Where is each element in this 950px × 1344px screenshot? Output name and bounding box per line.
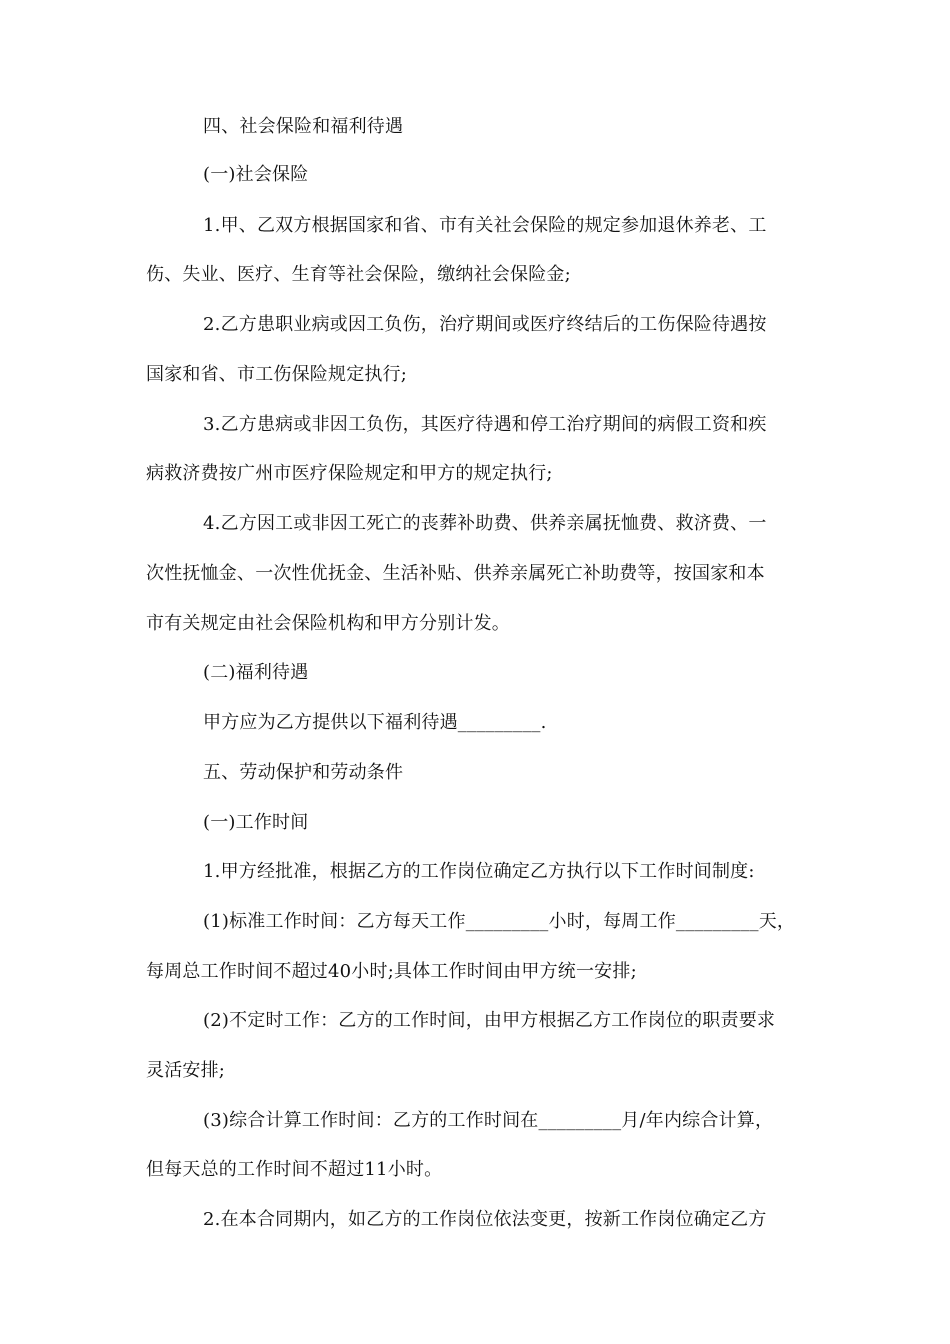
paragraph-line: (1)标准工作时间：乙方每天工作_________小时，每周工作_________天， — [203, 911, 796, 932]
paragraph-line: 国家和省、市工伤保险规定执行; — [146, 364, 408, 385]
paragraph-line: 次性抚恤金、一次性优抚金、生活补贴、供养亲属死亡补助费等，按国家和本 — [146, 563, 765, 584]
section-heading: 五、劳动保护和劳动条件 — [203, 762, 404, 783]
paragraph-line: 市有关规定由社会保险机构和甲方分别计发。 — [146, 613, 510, 634]
paragraph-line: 甲方应为乙方提供以下福利待遇_________. — [203, 712, 547, 733]
paragraph-line: (2)不定时工作：乙方的工作时间，由甲方根据乙方工作岗位的职责要求 — [203, 1010, 776, 1031]
paragraph-line: 3.乙方患病或非因工负伤，其医疗待遇和停工治疗期间的病假工资和疾 — [203, 414, 767, 435]
paragraph-line: 伤、失业、医疗、生育等社会保险，缴纳社会保险金; — [146, 264, 571, 285]
section-heading: 四、社会保险和福利待遇 — [203, 116, 404, 137]
subsection-heading: (一)工作时间 — [203, 812, 309, 833]
paragraph-line: 灵活安排; — [146, 1060, 226, 1081]
paragraph-line: 1.甲方经批准，根据乙方的工作岗位确定乙方执行以下工作时间制度: — [203, 861, 755, 882]
paragraph-line: 1.甲、乙双方根据国家和省、市有关社会保险的规定参加退休养老、工 — [203, 215, 767, 236]
paragraph-line: 2.在本合同期内，如乙方的工作岗位依法变更，按新工作岗位确定乙方 — [203, 1209, 767, 1230]
paragraph-line: (3)综合计算工作时间：乙方的工作时间在_________月/年内综合计算， — [203, 1110, 774, 1131]
paragraph-line: 病救济费按广州市医疗保险规定和甲方的规定执行; — [146, 463, 553, 484]
subsection-heading: (二)福利待遇 — [203, 662, 309, 683]
subsection-heading: (一)社会保险 — [203, 164, 309, 185]
paragraph-line: 每周总工作时间不超过40小时;具体工作时间由甲方统一安排; — [146, 961, 637, 982]
paragraph-line: 2.乙方患职业病或因工负伤，治疗期间或医疗终结后的工伤保险待遇按 — [203, 314, 767, 335]
paragraph-line: 但每天总的工作时间不超过11小时。 — [146, 1159, 443, 1180]
paragraph-line: 4.乙方因工或非因工死亡的丧葬补助费、供养亲属抚恤费、救济费、一 — [203, 513, 767, 534]
